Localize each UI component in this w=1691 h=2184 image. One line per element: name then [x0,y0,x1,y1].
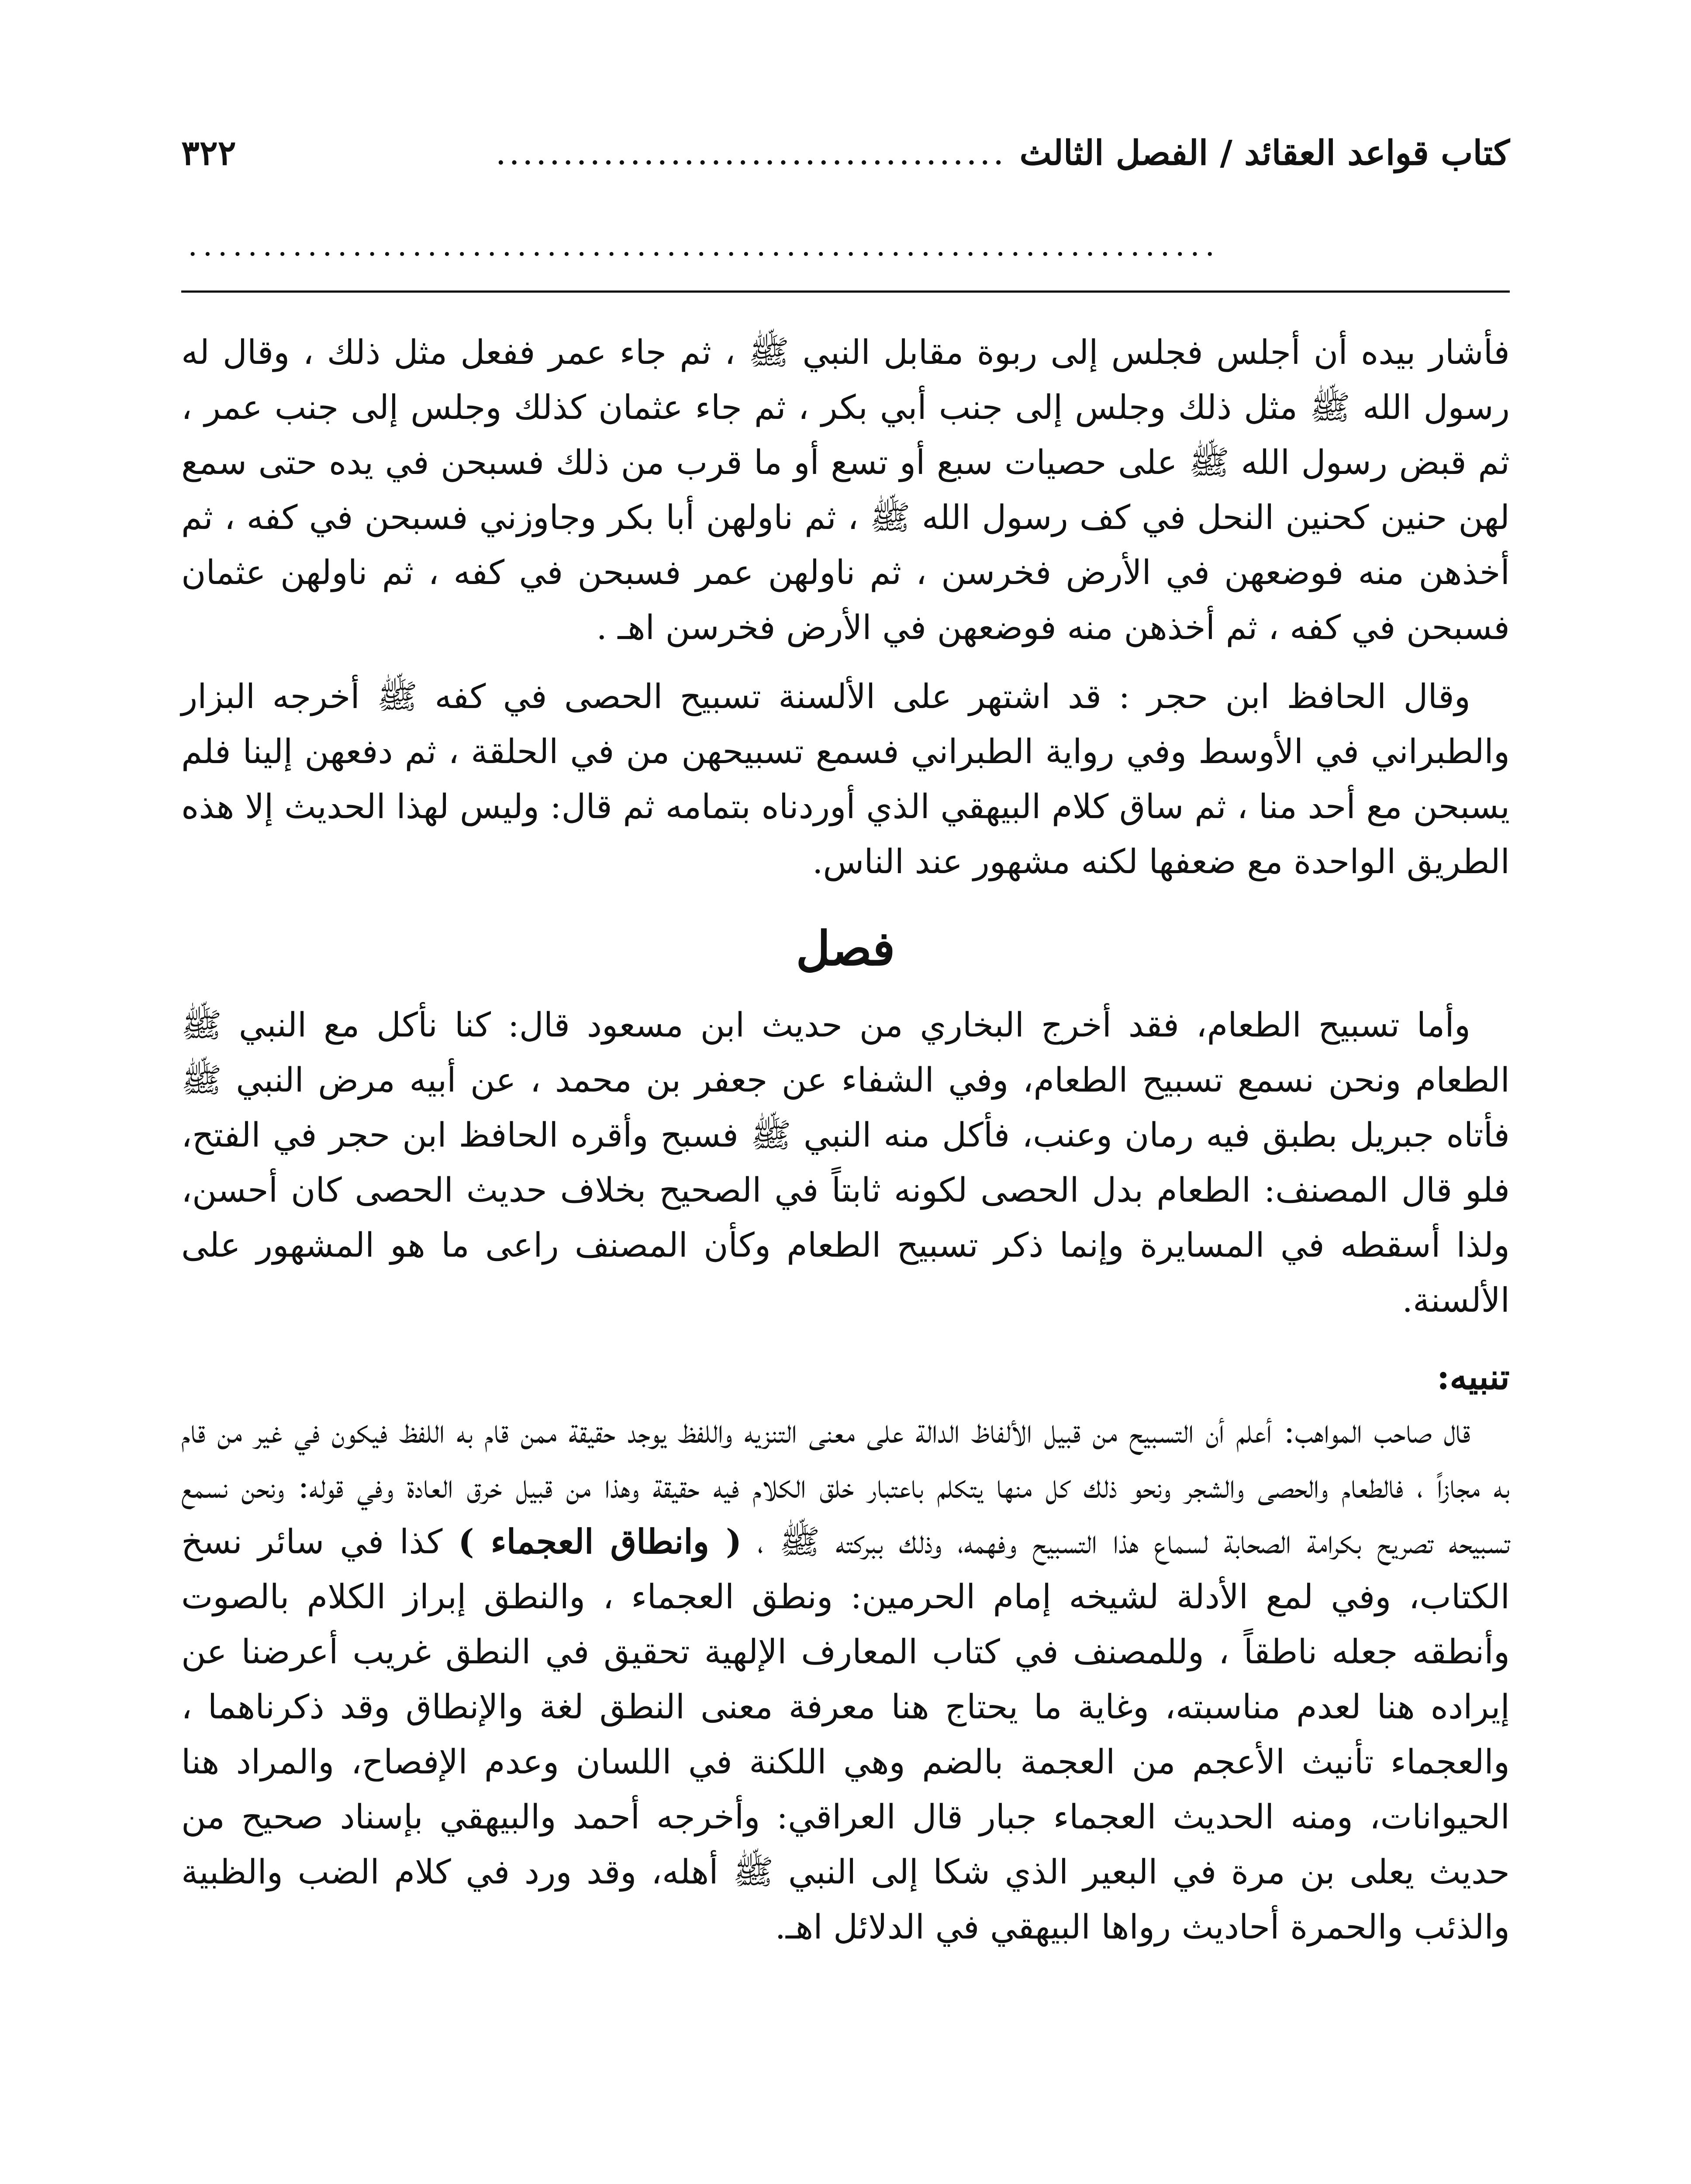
page-number: ٣٢٢ [181,133,236,173]
section-heading: فصل [796,921,895,976]
running-header-leader-dots: ...................................... [495,133,1007,173]
note-text-part-2: كذا في سائر نسخ الكتاب، وفي لمع الأدلة لشيخه إمام الحرمين: ونطق العجماء ، والنطق إبراز الكلام بالصوت وأنطقه جعله ناطقاً ، وللمصنف في كتاب المعارف الإلهية تحقيق في النطق غريب أعرضنا عن إيراده هنا لعدم مناسبته، وغاية ما يحتاج هنا معرفة معنى النطق لغة والإنطاق وقد ذكرناهما ، والعجماء تأنيث الأعجم من العجمة بالضم وهي اللكنة في اللسان وعدم الإفصاح، والمراد هنا الحيوانات، ومنه الحديث العجماء جبار قال العراقي: وأخرجه أحمد والبيهقي بإسناد صحيح من حديث يعلى بن مرة في البعير الذي شكا إلى النبي ﷺ أهله، وقد ورد في كلام الضب والظبية والذئب والحمرة أحاديث رواها البيهقي في الدلائل اهـ. [181,1523,1510,1947]
page-body [181,325,1510,1955]
paragraph-food-glorification: وأما تسبيح الطعام، فقد أخرج البخاري من حديث ابن مسعود قال: كنا نأكل مع النبي ﷺ الطعام ونحن نسمع تسبيح الطعام، وفي الشفاء عن جعفر بن محمد ، عن أبيه مرض النبي ﷺ فأتاه جبريل بطبق فيه رمان وعنب، فأكل منه النبي ﷺ فسبح وأقره الحافظ ابن حجر في الفتح، فلو قال المصنف: الطعام بدل الحصى لكونه ثابتاً في الصحيح بخلاف حديث الحصى كان أحسن، ولذا أسقطه في المسايرة وإنما ذكر تسبيح الطعام وكأن المصنف راعى ما هو المشهور على الألسنة. [181,1006,1510,1320]
header-dots-line: ..................................................................... [188,227,1220,263]
note-text-part-1: قال صاحب المواهب: أعلم أن التسبيح من قبيل الألفاظ الدالة على معنى التنزيه واللفظ يوجد حقيقة ممن قام به اللفظ فيكون في غير من قام به مجازاً ، فالطعام والحصى والشجر ونحو ذلك كل منها يتكلم باعتبار خلق الكلام فيه حقيقة وهذا من قبيل خرق العادة وفي قوله: ونحن نسمع تسبيحه تصريح بكرامة الصحابة لسماع هذا التسبيح وفهمه، وذلك ببركته ﷺ ، [181,1412,1510,1562]
running-header [181,122,1510,183]
note-heading: تنبيه: [1436,1356,1510,1397]
paragraph-note [181,1404,1510,1955]
paragraph-hadith-pebbles: فأشار بيده أن أجلس فجلس إلى ربوة مقابل النبي ﷺ ، ثم جاء عمر ففعل مثل ذلك ، وقال له رسول الله ﷺ مثل ذلك وجلس إلى جنب أبي بكر ، ثم جاء عثمان كذلك وجلس إلى جنب عمر ، ثم قبض رسول الله ﷺ على حصيات سبع أو تسع أو ما قرب من ذلك فسبحن في يده حتى سمع لهن حنين كحنين النحل في كف رسول الله ﷺ ، ثم ناولهن أبا بكر وجاوزني فسبحن في كفه ، ثم أخذهن منه فوضعهن في الأرض فخرسن ، ثم ناولهن عمر فسبحن في كفه ، ثم ناولهن عثمان فسبحن في كفه ، ثم أخذهن منه فوضعهن في الأرض فخرسن اهـ . [181,333,1510,647]
paragraph-ibn-hajar: وقال الحافظ ابن حجر : قد اشتهر على الألسنة تسبيح الحصى في كفه ﷺ أخرجه البزار والطبراني في الأوسط وفي رواية الطبراني فسمع تسبيحهن من في الحلقة ، ثم دفعهن إلينا فلم يسبحن مع أحد منا ، ثم ساق كلام البيهقي الذي أوردناه بتمامه ثم قال: وليس لهذا الحديث إلا هذه الطريق الواحدة مع ضعفها لكنه مشهور عند الناس. [181,677,1510,881]
note-bold-phrase: ( وانطاق العجماء ) [458,1522,742,1562]
running-header-title: كتاب قواعد العقائد / الفصل الثالث [1019,133,1510,173]
header-rule [181,290,1510,293]
